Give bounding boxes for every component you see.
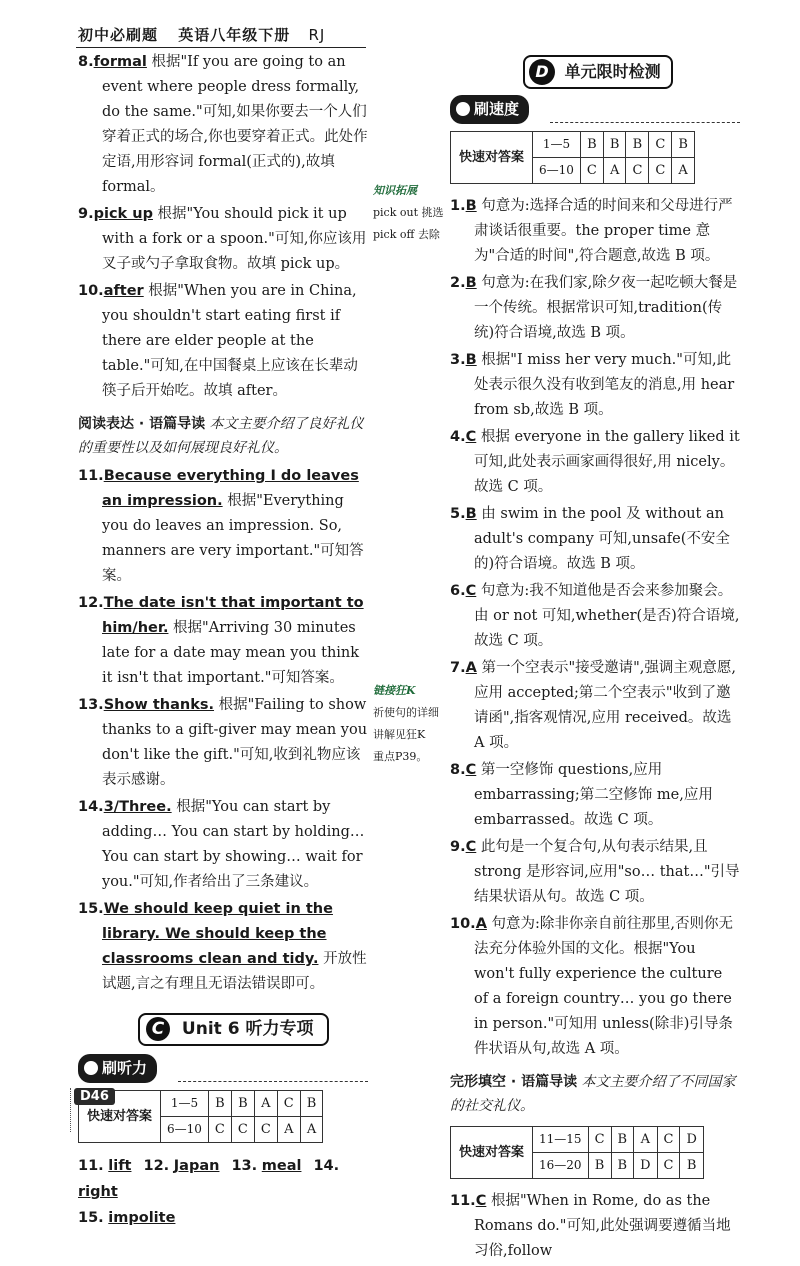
listen-badge-label: 刷听力	[102, 1059, 148, 1077]
answer-cell: C	[277, 1091, 300, 1117]
item-answer: C	[465, 583, 477, 599]
unit-letter: C	[146, 1017, 170, 1041]
item-answer: impolite	[108, 1210, 176, 1226]
item-number: 14.	[78, 799, 104, 815]
question-range: 1—5	[533, 132, 581, 158]
item-explanation: 根据"Everything you do leaves an impression. So, manners are very important."可知答案。	[102, 493, 364, 584]
item-explanation: 由 swim in the pool 及 without an adult's company 可知,unsafe(不安全的)符合语境。故选 B 项。	[474, 506, 730, 572]
item-explanation: 根据"If you are going to an event where people dress formally, do the same."可知,如果你要去一个人们穿着正式的场合,你也要穿着正式。此处作定语,用形容词 formal(正式的),故填 formal。	[102, 54, 368, 195]
item-answer: C	[475, 1193, 487, 1209]
item-number: 5.	[450, 506, 466, 522]
answer-cell: A	[603, 158, 626, 184]
answer-cell: A	[277, 1117, 300, 1143]
item-number: 9.	[78, 206, 94, 222]
answer-item	[450, 271, 740, 346]
speed-badge	[450, 95, 529, 124]
answer-cell: C	[657, 1127, 680, 1153]
answer-cell: B	[231, 1091, 254, 1117]
answer-item	[78, 897, 368, 997]
answer-item	[450, 579, 740, 654]
answer-cell: C	[580, 158, 603, 184]
table-label: 快速对答案	[451, 132, 533, 184]
item-answer: right	[78, 1184, 118, 1200]
answer-item	[450, 656, 740, 756]
badge-dashed-line	[550, 112, 740, 123]
item-number: 8.	[450, 762, 466, 778]
answer-cell: B	[580, 132, 603, 158]
answer-cell: B	[300, 1091, 323, 1117]
page-corner-mark	[30, 1088, 71, 1132]
answer-cell: B	[611, 1153, 634, 1179]
answer-item	[450, 194, 740, 269]
reading-note-text: 本文主要介绍了良好礼仪的重要性以及如何展现良好礼仪。	[78, 416, 364, 456]
item-answer: Japan	[173, 1158, 220, 1174]
item-number: 6.	[450, 583, 466, 599]
item-answer: B	[465, 352, 477, 368]
side-note-2-lines	[373, 702, 445, 768]
item-number: 9.	[450, 839, 466, 855]
side-note-line: 讲解见狂K	[373, 728, 426, 741]
answer-item	[450, 912, 740, 1062]
right-items	[450, 194, 740, 1062]
answer-cell: D	[680, 1127, 703, 1153]
cloze-note	[450, 1070, 740, 1118]
listen-answer	[78, 1158, 143, 1174]
header-rule	[76, 47, 366, 48]
item-explanation: 根据"You can start by adding… You can start by holding… You can start by showing… wait for you."可知,作者给出了三条建议。	[102, 799, 365, 890]
side-note-2-title: 链接狂K	[373, 684, 416, 697]
left-items-group-2	[78, 464, 368, 997]
item-number: 13.	[78, 697, 104, 713]
answer-item	[450, 348, 740, 423]
item-answer: B	[465, 198, 477, 214]
question-range: 6—10	[533, 158, 581, 184]
right-title-letter: D	[529, 59, 555, 85]
item-number: 11.	[450, 1193, 476, 1209]
item-explanation: 句意为:除非你亲自前往那里,否则你无法充分体验外国的文化。根据"You won't fully experience the culture of a foreign country… you go there in person."可知用 unless(除非)引导条件状语从句,故选 A 项。	[474, 916, 734, 1057]
item-number: 11.	[78, 468, 104, 484]
answer-cell: B	[588, 1153, 611, 1179]
item-answer: C	[465, 429, 477, 445]
item-answer: A	[475, 916, 487, 932]
answer-cell: C	[208, 1117, 231, 1143]
speed-badge-row	[450, 95, 740, 123]
item-answer: pick up	[93, 206, 153, 222]
speed-badge-label: 刷速度	[474, 100, 520, 118]
side-note-1-lines	[373, 202, 445, 246]
side-note-line: 祈使句的详细	[373, 706, 439, 719]
answer-item	[78, 795, 368, 895]
answer-item	[78, 202, 368, 277]
answer-cell: B	[611, 1127, 634, 1153]
item-explanation: 根据"Arriving 30 minutes late for a date may mean you think it isn't that important."可知答案。	[102, 620, 360, 686]
item-explanation: 句意为:在我们家,除夕夜一起吃顿大餐是一个传统。根据常识可知,tradition(传统)符合语境,故选 B 项。	[474, 275, 738, 341]
answer-cell: A	[672, 158, 695, 184]
answer-cell: C	[649, 158, 672, 184]
item-number: 14.	[313, 1158, 340, 1174]
answer-row	[79, 1091, 323, 1117]
item-answer: formal	[93, 54, 147, 70]
page-header	[78, 24, 325, 45]
item-explanation: 第一空修饰 questions,应用 embarrassing;第二空修饰 me,应用 embarrassed。故选 C 项。	[474, 762, 713, 828]
item-explanation: 根据"When you are in China, you shouldn't start eating first if there are elder people at the table."可知,在中国餐桌上应该在长辈动筷子后开始吃。故填 after。	[102, 283, 358, 399]
item-explanation: 开放性试题,言之有理且无语法错误即可。	[102, 951, 367, 992]
item-number: 15.	[78, 901, 104, 917]
side-note-line: pick out 挑选	[373, 206, 444, 219]
item-answer: C	[465, 839, 477, 855]
listen-answer	[231, 1158, 313, 1174]
pen-icon	[456, 102, 470, 116]
side-note-1-title: 知识拓展	[373, 184, 417, 197]
item-number: 13.	[231, 1158, 258, 1174]
right-section-title	[523, 55, 673, 89]
answer-item	[450, 502, 740, 577]
item-number: 12.	[143, 1158, 170, 1174]
right-title-text: 单元限时检测	[564, 62, 661, 81]
reading-note-label: 阅读表达 · 语篇导读	[78, 416, 206, 432]
answer-item	[78, 464, 368, 589]
cloze-answer-table	[450, 1126, 704, 1179]
item-number: 15.	[78, 1210, 104, 1226]
side-note-line: pick off 去除	[373, 228, 440, 241]
question-range: 1—5	[161, 1091, 209, 1117]
listen-badge-row	[78, 1054, 368, 1082]
item-number: 10.	[450, 916, 476, 932]
item-answer: 3/Three.	[103, 799, 172, 815]
badge-dashed-line	[178, 1071, 368, 1082]
item-number: 7.	[450, 660, 466, 676]
question-range: 11—15	[533, 1127, 589, 1153]
item-answer: meal	[261, 1158, 302, 1174]
item-explanation: 根据"Failing to show thanks to a gift-giver may mean you don't like the gift."可知,收到礼物应该表示感谢。	[102, 697, 368, 788]
item-number: 12.	[78, 595, 104, 611]
answer-cell: B	[208, 1091, 231, 1117]
item-explanation: 根据"When in Rome, do as the Romans do."可知,此处强调要遵循当地习俗,follow	[474, 1193, 731, 1259]
answer-cell: B	[626, 132, 649, 158]
answer-cell: C	[649, 132, 672, 158]
question-range: 6—10	[161, 1117, 209, 1143]
edition-label: RJ	[308, 26, 326, 44]
answer-cell: A	[634, 1127, 657, 1153]
item-answer: We should keep quiet in the library. We should keep the classrooms clean and tidy.	[102, 901, 333, 967]
answer-cell: C	[657, 1153, 680, 1179]
item-number: 8.	[78, 54, 94, 70]
answer-item	[78, 693, 368, 793]
item-number: 11.	[78, 1158, 104, 1174]
unit-title: Unit 6 听力专项	[181, 1019, 314, 1039]
right-column	[450, 95, 740, 1266]
listen-answer	[78, 1210, 187, 1226]
item-number: 1.	[450, 198, 466, 214]
item-answer: A	[465, 660, 477, 676]
item-explanation: 根据"I miss her very much."可知,此处表示很久没有收到笔友的消息,用 hear from sb,故选 B 项。	[474, 352, 735, 418]
item-number: 10.	[78, 283, 104, 299]
side-note-line: 重点P39。	[373, 750, 428, 763]
item-explanation: 句意为:我不知道他是否会来参加聚会。由 or not 可知,whether(是否)符合语境,故选 C 项。	[474, 583, 740, 649]
item-answer: Show thanks.	[103, 697, 215, 713]
item-answer: B	[465, 275, 477, 291]
item-number: 4.	[450, 429, 466, 445]
unit-banner	[138, 1013, 329, 1046]
answer-cell: B	[680, 1153, 703, 1179]
answer-cell: A	[254, 1091, 277, 1117]
question-range: 16—20	[533, 1153, 589, 1179]
item-number: 3.	[450, 352, 466, 368]
item-answer: after	[103, 283, 144, 299]
item-explanation: 此句是一个复合句,从句表示结果,且 strong 是形容词,应用"so… that…"引导结果状语从句。故选 C 项。	[474, 839, 740, 905]
item-explanation: 根据"You should pick it up with a fork or a spoon."可知,你应该用叉子或勺子拿取食物。故填 pick up。	[102, 206, 367, 272]
item-answer: C	[465, 762, 477, 778]
pen-icon	[84, 1061, 98, 1075]
answer-item	[450, 758, 740, 833]
answer-row	[451, 132, 695, 158]
side-note-expand	[373, 180, 445, 246]
answer-cell: C	[231, 1117, 254, 1143]
answer-item	[450, 425, 740, 500]
item-number: 2.	[450, 275, 466, 291]
listen-answers	[78, 1153, 368, 1231]
answer-item	[450, 835, 740, 910]
answer-cell: C	[588, 1127, 611, 1153]
cloze-note-label: 完形填空 · 语篇导读	[450, 1074, 578, 1090]
item-answer: Because everything I do leaves an impression.	[102, 468, 359, 509]
answer-item	[78, 50, 368, 200]
answer-row	[451, 1127, 704, 1153]
answer-cell: C	[254, 1117, 277, 1143]
item-explanation: 句意为:选择合适的时间来和父母进行严肃谈话很重要。the proper time 意为"合适的时间",符合题意,故选 B 项。	[474, 198, 733, 264]
book-name: 初中必刷题	[78, 26, 159, 44]
item-answer: The date isn't that important to him/her.	[102, 595, 364, 636]
answer-cell: A	[300, 1117, 323, 1143]
listen-badge	[78, 1054, 157, 1083]
answer-item	[78, 591, 368, 691]
table-label: 快速对答案	[79, 1091, 161, 1143]
speed-answer-table	[450, 131, 695, 184]
left-items-group-1	[78, 50, 368, 404]
left-column	[78, 50, 368, 1231]
answer-cell: B	[603, 132, 626, 158]
answer-item	[78, 279, 368, 404]
cloze-note-text: 本文主要介绍了不同国家的社交礼仪。	[450, 1074, 736, 1114]
subject-name: 英语八年级下册	[178, 26, 291, 44]
answer-cell: D	[634, 1153, 657, 1179]
item-explanation: 根据 everyone in the gallery liked it 可知,此处表示画家画得很好,用 nicely。故选 C 项。	[474, 429, 740, 495]
table-label: 快速对答案	[451, 1127, 533, 1179]
right-item-11	[450, 1189, 740, 1264]
side-note-link	[373, 680, 445, 768]
answer-cell: C	[626, 158, 649, 184]
item-explanation: 第一个空表示"接受邀请",强调主观意愿,应用 accepted;第二个空表示"收到了邀请函",指客观情况,应用 received。故选 A 项。	[474, 660, 737, 751]
item-answer: B	[465, 506, 477, 522]
item-answer: lift	[108, 1158, 132, 1174]
listen-answer	[143, 1158, 231, 1174]
page-number: D46	[74, 1088, 115, 1105]
answer-cell: B	[672, 132, 695, 158]
reading-note	[78, 412, 368, 460]
